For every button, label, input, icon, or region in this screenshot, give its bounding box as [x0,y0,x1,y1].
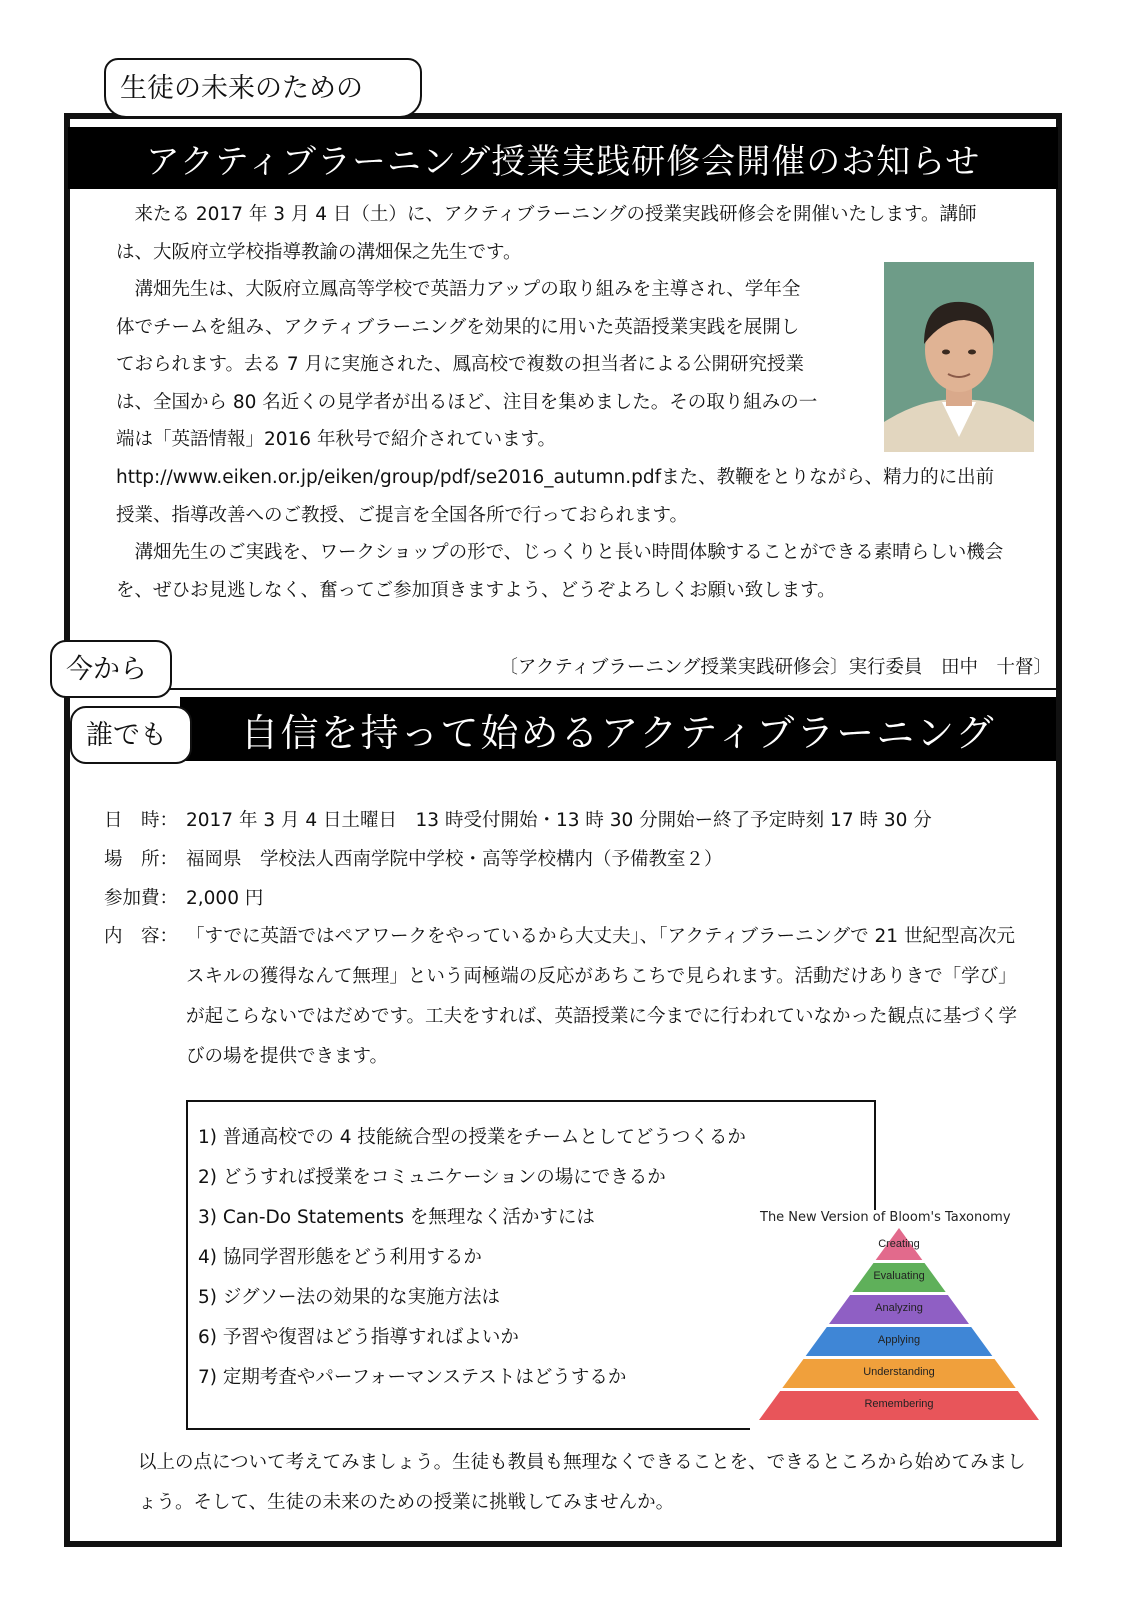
detail-datetime-value: 2017 年 3 月 4 日土曜日 13 時受付開始・13 時 30 分開始ー終了予定時刻 17 時 30 分 [186,810,932,831]
intro-p2-line-4: は、全国から 80 名近くの見学者が出るほど、注目を集めました。その取り組みの一 [116,391,818,413]
detail-content [104,917,1024,1077]
bloom-pyramid-graphic [750,1228,1050,1443]
topic-item: 4) 協同学習形態をどう利用するか [198,1247,482,1268]
intro-paragraph-2 [116,271,876,459]
workshop-title-text: 自信を持って始めるアクティブラーニング [240,710,996,755]
intro-paragraph-3: 溝畑先生のご実践を、ワークショップの形で、じっくりと長い時間体験することができる素晴らしい機会を、ぜひお見逃しなく、奮ってご参加頂きますよう、どうぞよろしくお願い致します。 [116,542,1004,601]
bloom-level-label: Creating [878,1238,920,1250]
detail-fee-label: 参加費： [104,888,179,909]
intro-p2-line-1: 溝畑先生は、大阪府立鳳高等学校で英語力アップの取り組みを主導され、学年全 [134,279,801,300]
workshop-title [180,697,1056,761]
intro-p2-line-2: 体でチームを組み、アクティブラーニングを効果的に用いた英語授業実践を展開し [116,316,800,338]
speech-bubble-top [104,58,422,118]
announcement-title-text: アクティブラーニング授業実践研修会開催のお知らせ [145,141,981,182]
bloom-pyramid-title: The New Version of Bloom's Taxonomy [760,1210,1011,1225]
bloom-level-label: Understanding [863,1366,935,1378]
bloom-level-label: Analyzing [875,1302,923,1314]
speaker-photo [884,262,1034,452]
detail-datetime [104,806,932,832]
speech-bubble-anyone [70,706,192,764]
speech-bubble-anyone-text: 誰でも [86,719,167,751]
intro-p2-rest: また、教鞭をとりながら、精力的に出前授業、指導改善へのご教授、ご提言を全国各所で行っておられます。 [116,467,995,526]
bloom-level-label: Evaluating [873,1270,925,1282]
detail-place-value: 福岡県 学校法人西南学院中学校・高等学校構内（予備教室２） [186,849,723,870]
topic-item: 6) 予習や復習はどう指導すればよいか [198,1327,519,1348]
topic-item: 1) 普通高校での 4 技能統合型の授業をチームとしてどうつくるか [198,1127,746,1148]
topic-item: 7) 定期考査やパーフォーマンステストはどうするか [198,1367,627,1388]
intro-p2-line-3: ておられます。去る 7 月に実施された、鳳高校で複数の担当者による公開研究授業 [116,354,805,375]
detail-datetime-label: 日 時： [104,810,179,831]
bloom-level-label: Applying [877,1334,921,1346]
bloom-level-label: Remembering [864,1398,934,1410]
signature: 〔アクティブラーニング授業実践研修会〕実行委員 田中 十督〕 [499,657,1052,678]
detail-content-label: 内 容： [104,926,179,947]
section-divider [64,688,1062,690]
intro-paragraph-1: 来たる 2017 年 3 月 4 日（土）に、アクティブラーニングの授業実践研修会を開催いたします。講師は、大阪府立学校指導教諭の溝畑保之先生です。 [116,204,977,263]
intro-p2-line-5: 端は「英語情報」2016 年秋号で紹介されています。 [116,429,556,450]
detail-content-text: 「すでに英語ではペアワークをやっているから大丈夫」、「アクティブラーニングで 21 世紀型高次元スキルの獲得なんて無理」という両極端の反応があちこちで見られます。活動だけありきで「学び」が起こらないではだめです。工夫をすれば、英語授業に今までに行われていなかった観点に基づく学びの場を提供できます。 [186,926,1018,1067]
speech-bubble-now [50,640,172,698]
bloom-pyramid [750,1210,1050,1440]
topic-item: 3) Can-Do Statements を無理なく活かすには [198,1207,595,1228]
eiken-link[interactable]: http://www.eiken.or.jp/eiken/group/pdf/se2016_autumn.pdf [116,467,662,488]
detail-place [104,845,723,871]
topic-item: 5) ジグソー法の効果的な実施方法は [198,1287,500,1308]
speech-bubble-now-text: 今から [66,653,147,685]
speech-bubble-top-text: 生徒の未来のための [120,72,363,104]
detail-place-label: 場 所： [104,849,179,870]
topic-item: 2) どうすれば授業をコミュニケーションの場にできるか [198,1167,666,1188]
intro-paragraph-2-cont [116,459,1012,534]
announcement-title [68,127,1058,189]
closing-paragraph: 以上の点について考えてみましょう。生徒も教員も無理なくできることを、できるところから始めてみましょう。そして、生徒の未来のための授業に挑戦してみませんか。 [138,1452,1026,1513]
detail-fee [104,884,263,910]
detail-fee-value: 2,000 円 [186,888,264,909]
